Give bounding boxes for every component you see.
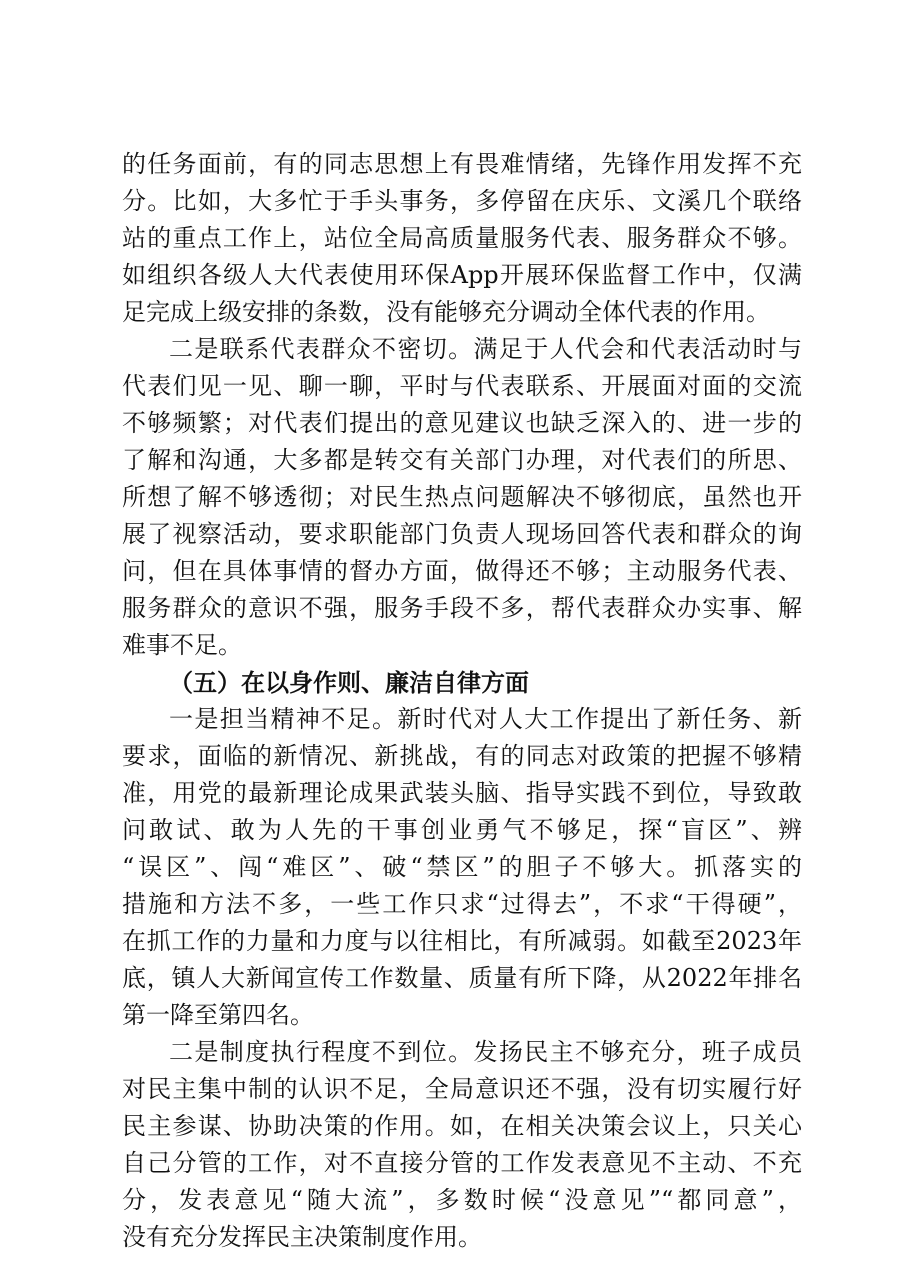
- text-line: 分，发表意见“随大流”，多数时候“没意见”“都同意”，: [122, 1186, 802, 1214]
- text-line: 分。比如，大多忙于手头事务，多停留在庆乐、文溪几个联络: [122, 187, 802, 215]
- text-line: 准，用党的最新理论成果武装头脑、指导实践不到位，导致敢: [122, 779, 802, 807]
- paragraph-first-line: 二是制度执行程度不到位。发扬民主不够充分，班子成员: [169, 1038, 802, 1066]
- section-heading: （五）在以身作则、廉洁自律方面: [169, 668, 529, 697]
- text-line: 展了视察活动，要求职能部门负责人现场回答代表和群众的询: [122, 520, 802, 548]
- paragraph-first-line: 一是担当精神不足。新时代对人大工作提出了新任务、新: [169, 705, 802, 733]
- text-line: 要求，面临的新情况、新挑战，有的同志对政策的把握不够精: [122, 742, 802, 770]
- text-line: 对民主集中制的认识不足，全局意识还不强，没有切实履行好: [122, 1075, 802, 1103]
- text-line: 站的重点工作上，站位全局高质量服务代表、服务群众不够。: [122, 224, 802, 252]
- text-line: 底，镇人大新闻宣传工作数量、质量有所下降，从2022年排名: [122, 964, 802, 992]
- text-line: 问，但在具体事情的督办方面，做得还不够；主动服务代表、: [122, 557, 802, 585]
- document-body: [122, 146, 802, 1256]
- text-line: 服务群众的意识不强，服务手段不多，帮代表群众办实事、解: [122, 594, 802, 622]
- text-line: 所想了解不够透彻；对民生热点问题解决不够彻底，虽然也开: [122, 483, 802, 511]
- text-line: 自己分管的工作，对不直接分管的工作发表意见不主动、不充: [122, 1149, 802, 1177]
- text-line: 民主参谋、协助决策的作用。如，在相关决策会议上，只关心: [122, 1112, 802, 1140]
- text-line: 如组织各级人大代表使用环保App开展环保监督工作中，仅满: [122, 261, 802, 289]
- text-line: 措施和方法不多，一些工作只求“过得去”，不求“干得硬”，: [122, 890, 802, 918]
- text-line: 的任务面前，有的同志思想上有畏难情绪，先锋作用发挥不充: [122, 150, 802, 178]
- text-line: 代表们见一见、聊一聊，平时与代表联系、开展面对面的交流: [122, 372, 802, 400]
- text-line: 足完成上级安排的条数，没有能够充分调动全体代表的作用。: [122, 298, 770, 326]
- text-line: 没有充分发挥民主决策制度作用。: [122, 1223, 482, 1251]
- text-line: 问敢试、敢为人先的干事创业勇气不够足，探“盲区”、辨: [122, 816, 802, 844]
- text-line: 不够频繁；对代表们提出的意见建议也缺乏深入的、进一步的: [122, 409, 802, 437]
- text-line: 难事不足。: [122, 631, 242, 659]
- text-line: 第一降至第四名。: [122, 1001, 314, 1029]
- text-line: 了解和沟通，大多都是转交有关部门办理，对代表们的所思、: [122, 446, 802, 474]
- text-line: “误区”、闯“难区”、破“禁区”的胆子不够大。抓落实的: [122, 853, 802, 881]
- paragraph-first-line: 二是联系代表群众不密切。满足于人代会和代表活动时与: [169, 335, 802, 363]
- text-line: 在抓工作的力量和力度与以往相比，有所减弱。如截至2023年: [122, 927, 802, 955]
